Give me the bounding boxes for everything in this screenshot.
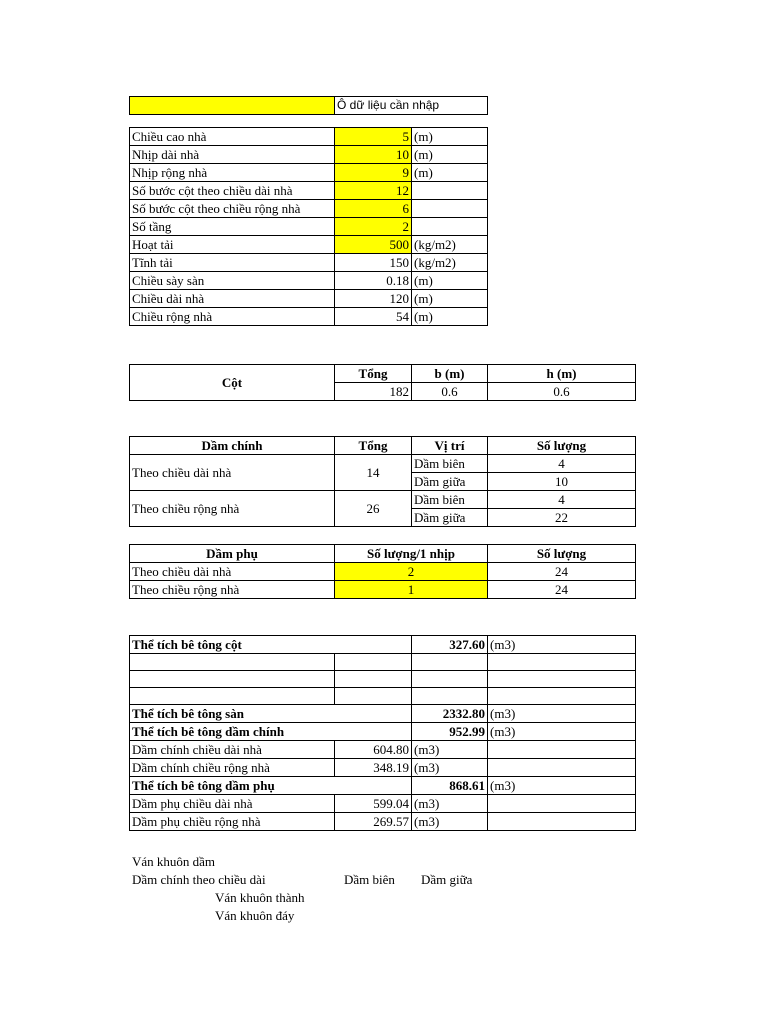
input-value-field[interactable]: 6 [335,200,412,218]
input-label: Chiều rộng nhà [130,308,335,326]
empty-cell [335,688,412,705]
secondary-beams-row-name: Theo chiều rộng nhà [130,581,335,599]
main-beams-qty-header: Số lượng [488,437,636,455]
input-row [130,290,488,308]
empty-cell [488,741,636,759]
main-beam-width-label: Dầm chính chiều rộng nhà [130,759,335,777]
empty-cell [488,671,636,688]
main-beams-qty: 4 [488,491,636,509]
input-label: Chiều sày sàn [130,272,335,290]
input-value-field[interactable]: 500 [335,236,412,254]
volume-unit: (m3) [412,813,488,831]
input-unit [412,200,488,218]
empty-cell [130,671,335,688]
empty-cell [488,795,636,813]
main-beam-length-label: Dầm chính chiều dài nhà [130,741,335,759]
input-value-field[interactable]: 5 [335,128,412,146]
column-volume-value: 327.60 [412,636,488,654]
empty-cell [488,688,636,705]
main-beams-qty: 22 [488,509,636,527]
volume-unit: (m3) [488,777,636,795]
formwork-edge-header: Dầm biên [344,872,395,887]
secondary-beams-qty: 24 [488,563,636,581]
input-label: Nhịp dài nhà [130,146,335,164]
empty-cell [412,671,488,688]
computed-value: 0.18 [335,272,412,290]
input-value-field[interactable]: 9 [335,164,412,182]
main-beams-total-header: Tổng [335,437,412,455]
input-row [130,164,488,182]
input-unit: (kg/m2) [412,236,488,254]
columns-table [129,364,636,401]
columns-b-header: b (m) [412,365,488,383]
empty-cell [130,688,335,705]
formwork-bottom: Ván khuôn đáy [215,908,295,923]
main-beams-pos: Dầm giữa [412,473,488,491]
input-unit: (m) [412,146,488,164]
columns-total-value: 182 [335,383,412,401]
secondary-beams-table [129,544,636,599]
input-value-field[interactable]: 10 [335,146,412,164]
main-beams-pos: Dầm biên [412,491,488,509]
secondary-beams-per-input[interactable]: 2 [335,563,488,581]
main-beams-group-total: 26 [335,491,412,527]
input-label: Chiều cao nhà [130,128,335,146]
volume-unit: (m3) [488,705,636,723]
empty-cell [412,688,488,705]
empty-cell [130,654,335,671]
secondary-beam-width-label: Dầm phụ chiều rộng nhà [130,813,335,831]
main-beam-width-value: 348.19 [335,759,412,777]
inputs-table [129,127,488,326]
input-label: Số bước cột theo chiều dài nhà [130,182,335,200]
input-unit: (m) [412,164,488,182]
secondary-beam-volume-value: 868.61 [412,777,488,795]
main-beams-pos-header: Vị trí [412,437,488,455]
volume-unit: (m3) [488,723,636,741]
volume-unit: (m3) [412,741,488,759]
main-beam-length-value: 604.80 [335,741,412,759]
main-beams-group-name: Theo chiều dài nhà [130,455,335,491]
main-beam-volume-label: Thể tích bê tông dầm chính [130,723,412,741]
empty-cell [488,813,636,831]
input-row [130,146,488,164]
input-label: Tĩnh tải [130,254,335,272]
input-unit: (m) [412,290,488,308]
secondary-beam-length-label: Dầm phụ chiều dài nhà [130,795,335,813]
secondary-beams-row-name: Theo chiều dài nhà [130,563,335,581]
input-label: Số tầng [130,218,335,236]
columns-title: Cột [130,365,335,401]
secondary-beams-qty-header: Số lượng [488,545,636,563]
input-row [130,254,488,272]
columns-h-value: 0.6 [488,383,636,401]
secondary-beams-name-header: Dầm phụ [130,545,335,563]
input-row [130,200,488,218]
input-row [130,272,488,290]
secondary-beams-per-input[interactable]: 1 [335,581,488,599]
main-beams-name-header: Dầm chính [130,437,335,455]
legend-label: Ô dữ liệu cần nhập [335,97,488,115]
input-value-field[interactable]: 12 [335,182,412,200]
secondary-beams-per-header: Số lượng/1 nhịp [335,545,488,563]
formwork-main-length: Dầm chính theo chiều dài [132,872,266,887]
input-row [130,128,488,146]
secondary-beams-qty: 24 [488,581,636,599]
empty-cell [488,654,636,671]
computed-value: 120 [335,290,412,308]
input-unit [412,182,488,200]
columns-b-value: 0.6 [412,383,488,401]
input-unit [412,218,488,236]
input-row [130,218,488,236]
input-label: Chiều dài nhà [130,290,335,308]
slab-volume-label: Thể tích bê tông sàn [130,705,412,723]
empty-cell [335,654,412,671]
input-unit: (m) [412,308,488,326]
main-beams-pos: Dầm giữa [412,509,488,527]
slab-volume-value: 2332.80 [412,705,488,723]
secondary-beam-volume-label: Thể tích bê tông dầm phụ [130,777,412,795]
computed-value: 150 [335,254,412,272]
input-unit: (m) [412,272,488,290]
volumes-table [129,635,636,831]
input-row [130,236,488,254]
input-value-field[interactable]: 2 [335,218,412,236]
input-label: Hoạt tải [130,236,335,254]
formwork-middle-header: Dầm giữa [421,872,473,887]
secondary-beam-length-value: 599.04 [335,795,412,813]
columns-total-header: Tổng [335,365,412,383]
main-beams-table [129,436,636,527]
input-label: Nhịp rộng nhà [130,164,335,182]
main-beams-group-total: 14 [335,455,412,491]
input-row [130,308,488,326]
input-unit: (kg/m2) [412,254,488,272]
columns-h-header: h (m) [488,365,636,383]
main-beams-group-name: Theo chiều rộng nhà [130,491,335,527]
main-beams-qty: 10 [488,473,636,491]
secondary-beam-width-value: 269.57 [335,813,412,831]
column-volume-label: Thể tích bê tông cột [130,636,412,654]
empty-cell [335,671,412,688]
legend-table [129,96,488,115]
main-beam-volume-value: 952.99 [412,723,488,741]
formwork-side: Ván khuôn thành [215,890,305,905]
volume-unit: (m3) [488,636,636,654]
input-label: Số bước cột theo chiều rộng nhà [130,200,335,218]
empty-cell [412,654,488,671]
volume-unit: (m3) [412,759,488,777]
computed-value: 54 [335,308,412,326]
empty-cell [488,759,636,777]
volume-unit: (m3) [412,795,488,813]
formwork-title: Ván khuôn dầm [132,854,216,869]
input-color-swatch [130,97,335,115]
input-unit: (m) [412,128,488,146]
main-beams-pos: Dầm biên [412,455,488,473]
input-row [130,182,488,200]
main-beams-qty: 4 [488,455,636,473]
